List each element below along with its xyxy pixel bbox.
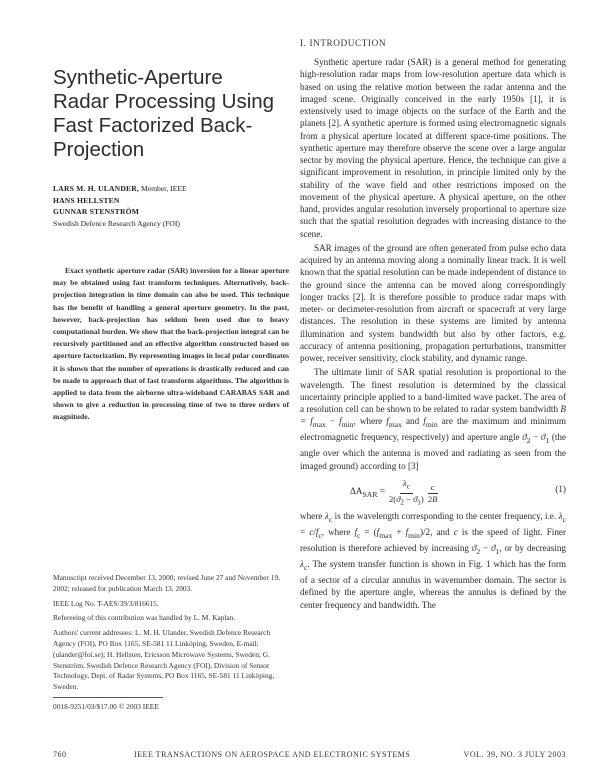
issue-info: VOL. 39, NO. 3 JULY 2003 [463, 750, 566, 759]
log-number: IEEE Log No. T-AES/39/3/816615. [53, 598, 159, 608]
abstract: Exact synthetic aperture radar (SAR) inversion for a linear aperture may be obtained using fast transform techniques. Alternatively, back-projection integration in time domain can also be used. This technique has the benefit of handling a general aperture geometry. In the past, however, back-projection has seldom been used due to heavy computational burden. We show that the back-projection integral can be recursively partitioned and an effective algorithm constructed based on aperture factorization. By representing images in local polar coordinates it is shown that the number of operations is drastically reduced and can be made to approach that of fast transform algorithms. The algorithm is applied to data from the airborne ultra-wideband CARABAS SAR and shown to give a reduction in processing time of two to three orders of magnitude. [53, 266, 289, 422]
author-addresses: Authors' current addresses: L. M. H. Ulander, Swedish Defence Research Agency (FOI), PO Box 1165, SE-581 11 Linköping, Sweden, E-mail: (ulander@foi.se); H. Hellsten, Ericsson Microwave Systems, Sweden; G. Stenström, Swedish Defence Research Agency (FOI), Division of Sensor Technology, Dept. of Radar Systems, PO Box 1165, SE-581 11 Linköping, Sweden. [53, 628, 275, 692]
author-2: HANS HELLSTEN [53, 195, 120, 205]
body-column [300, 56, 566, 611]
page-number: 760 [53, 750, 67, 759]
paper-title: Synthetic-Aperture Radar Processing Using Fast Factorized Back-Projection [53, 66, 275, 161]
copyright-divider [53, 697, 163, 698]
paragraph-1: Synthetic aperture radar (SAR) is a general method for generating high-resolution radar maps from low-resolution aperture data which is based on using the relative motion between the radar antenna and the imaged scene. Originally conceived in the early 1950s [1], it is extensively used to image objects on the surface of the Earth and the planets [2]. A synthetic aperture is formed using electromagnetic signals from a physical aperture located at different space-time positions. The synthetic aperture may therefore observe the scene over a large angular sector by moving the physical aperture. Hence, the technique can give a significant improvement in resolution, in principle limited only by the stability of the wave field and other restrictions imposed on the movement of the physical aperture. A physical aperture, on the other hand, provides angular resolution inversely proportional to aperture size such that the spatial resolution degrades with increasing distance to the scene. [300, 57, 566, 239]
refereeing-note: Refereeing of this contribution was handled by L. M. Kaplan. [53, 613, 236, 623]
paragraph-2: SAR images of the ground are often generated from pulse echo data acquired by an antenna moving along a nominally linear track. It is well known that the spatial resolution can be made independent of distance to the ground since the antenna can be moved along correspondingly longer tracks [2]. It is therefore possible to produce radar maps with meter- or decimeter-resolution from aircraft or spacecraft at very large distances. The resolution in these systems are limited by antenna illumination and system bandwidth but also by other factors, e.g. accuracy of antenna positioning, propagation perturbations, transmitter power, receiver sensitivity, clock stability, and dynamic range. [300, 242, 566, 363]
author-3: GUNNAR STENSTRÖM [53, 207, 140, 216]
equation-number: (1) [555, 483, 566, 494]
affiliation: Swedish Defence Research Agency (FOI) [53, 218, 180, 228]
author-block [53, 183, 293, 229]
received-note: Manuscript received December 13, 2000; revised June 27 and November 19, 2002; released for publication March 13, 2003. [53, 573, 280, 593]
copyright-line: 0018-9251/03/$17.00 © 2003 IEEE [53, 702, 159, 711]
journal-name: IEEE TRANSACTIONS ON AEROSPACE AND ELECTRONIC SYSTEMS [134, 750, 411, 759]
paragraph-4: where $\lambda_c$ is the wavelength corresponding to the center frequency, i.e. $\lambda_c = c/f_c$, where $f_c = (f_{max} + f_{min})/2$, and c is the speed of light. Finer resolution is therefore achieved by increasing $ϑ_2 - ϑ_1$, or by decreasing $\lambda_c$. The system transfer function is shown in Fig. 1 which has the form of a sector of a circular annulus in wavenumber domain. The sector is defined by the aperture angle, whereas the annulus is defined by the center frequency and bandwidth. The [300, 510, 566, 610]
manuscript-notes [53, 573, 289, 697]
equation-1: $\Delta A_{SAR}$ = $\frac{\lambda_c}{2(ϑ_2 - ϑ_1)}$ $\frac{c}{2B}$ (1) [350, 477, 566, 507]
paragraph-3: The ultimate limit of SAR spatial resolution is proportional to the wavelength. The finest resolution is determined by the classical uncertainty principle applied to a band-limited wave packet. The area of a resolution cell can be shown to be related to radar system bandwidth $B = f_{max} - f_{min}$, where $f_{max}$ and $f_{min}$ are the maximum and minimum electromagnetic frequency, respectively) and aperture angle $ϑ_2 - ϑ_1$ (the angle over which the antenna is moved and radiating as seen from the imaged ground) according to [3] [300, 367, 567, 471]
author-1: LARS M. H. ULANDER, Member, IEEE [53, 184, 187, 193]
section-heading: I. INTRODUCTION [300, 38, 387, 48]
